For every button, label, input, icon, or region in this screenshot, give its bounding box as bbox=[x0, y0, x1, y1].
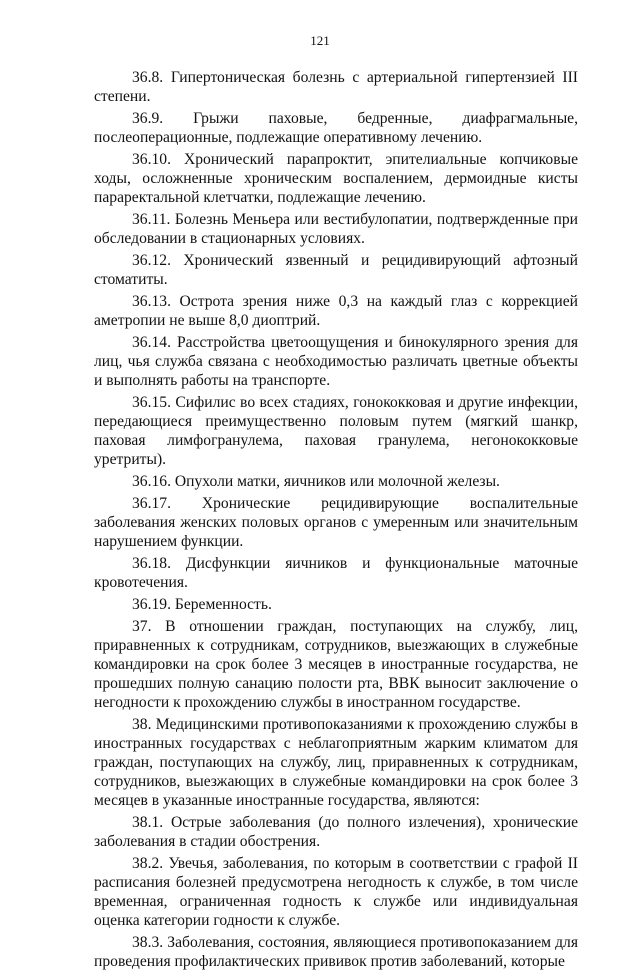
paragraph-36-13: 36.13. Острота зрения ниже 0,3 на каждый глаз с коррекцией аметропии не выше 8,0 диоптрий. bbox=[94, 293, 578, 329]
paragraph-37: 37. В отношении граждан, поступающих на службу, лиц, приравненных к сотрудникам, сотрудников, выезжающих в служебные командировки на срок более 3 месяцев в иностранные государства, не прошедших полную санацию полости рта, ВВК выносит заключение о негодности к прохождению службы в иностранном государстве. bbox=[94, 618, 578, 711]
document-body bbox=[94, 68, 578, 974]
paragraph-36-17: 36.17. Хронические рецидивирующие воспалительные заболевания женских половых органов с умеренным или значительным нарушением функции. bbox=[94, 495, 578, 550]
paragraph-36-12: 36.12. Хронический язвенный и рецидивирующий афтозный стоматиты. bbox=[94, 252, 578, 288]
paragraph-38: 38. Медицинскими противопоказаниями к прохождению службы в иностранных государствах с неблагоприятным жарким климатом для граждан, поступающих на службу, лиц, приравненных к сотрудникам, сотрудников, выезжающих в служебные командировки на срок более 3 месяцев в указанные иностранные государства, являются: bbox=[94, 716, 578, 809]
paragraph-38-3: 38.3. Заболевания, состояния, являющиеся противопоказанием для проведения профилактических прививок против заболеваний, которые bbox=[94, 934, 578, 970]
paragraph-38-1: 38.1. Острые заболевания (до полного излечения), хронические заболевания в стадии обострения. bbox=[94, 814, 578, 850]
paragraph-36-16: 36.16. Опухоли матки, яичников или молочной железы. bbox=[132, 473, 500, 490]
page-number: 121 bbox=[310, 33, 330, 48]
paragraph-36-19: 36.19. Беременность. bbox=[132, 596, 272, 613]
paragraph-36-8: 36.8. Гипертоническая болезнь с артериальной гипертензией III степени. bbox=[94, 69, 578, 105]
paragraph-36-10: 36.10. Хронический парапроктит, эпителиальные копчиковые ходы, осложненные хроническим воспалением, дермоидные кисты параректальной клетчатки, подлежащие лечению. bbox=[94, 151, 578, 206]
paragraph-36-9: 36.9. Грыжи паховые, бедренные, диафрагмальные, послеоперационные, подлежащие оперативному лечению. bbox=[94, 110, 578, 146]
paragraph-36-14: 36.14. Расстройства цветоощущения и бинокулярного зрения для лиц, чья служба связана с необходимостью различать цветные объекты и выполнять работы на транспорте. bbox=[94, 334, 578, 389]
paragraph-36-18: 36.18. Дисфункции яичников и функциональные маточные кровотечения. bbox=[94, 555, 578, 591]
paragraph-36-15: 36.15. Сифилис во всех стадиях, гонококковая и другие инфекции, передающиеся преимущественно половым путем (мягкий шанкр, паховая лимфогранулема, паховая гранулема, негонококковые уретриты). bbox=[94, 394, 578, 468]
paragraph-36-11: 36.11. Болезнь Меньера или вестибулопатии, подтвержденные при обследовании в стационарных условиях. bbox=[94, 211, 578, 247]
paragraph-38-2: 38.2. Увечья, заболевания, по которым в соответствии с графой II расписания болезней предусмотрена негодность к службе, в том числе временная, ограниченная годность к службе или индивидуальная оценка категории годности к службе. bbox=[94, 855, 578, 929]
